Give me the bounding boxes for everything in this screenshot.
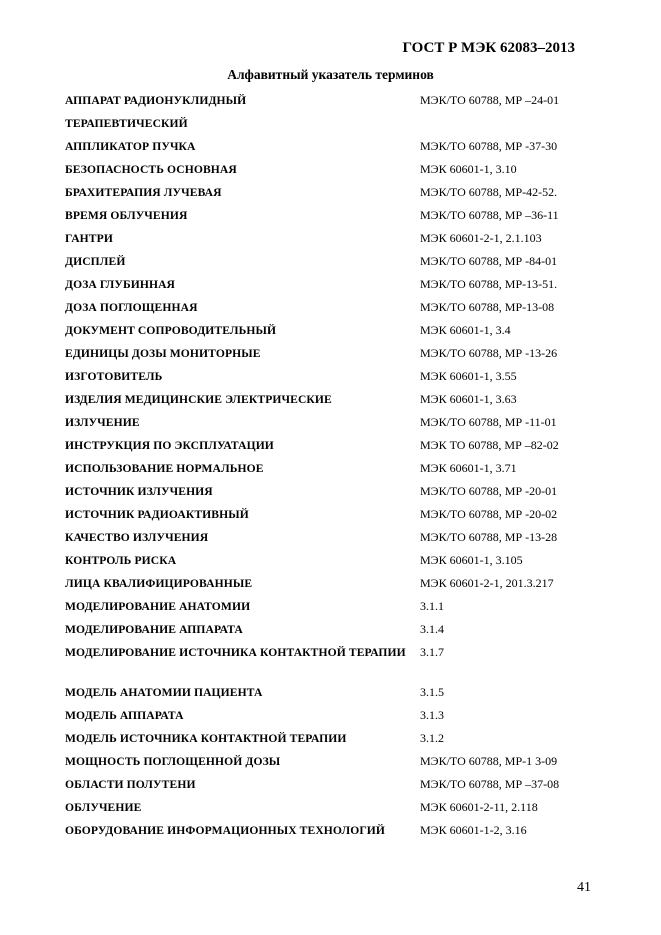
- index-row: [65, 182, 605, 205]
- index-reference: МЭК 60601-2-11, 2.118: [420, 800, 538, 814]
- index-term: ОБЛУЧЕНИЕ: [65, 801, 142, 814]
- index-row: [65, 389, 605, 412]
- index-row: [65, 504, 605, 527]
- index-term: АППЛИКАТОР ПУЧКА: [65, 140, 196, 153]
- index-reference: МЭК/ТО 60788, МР -20-01: [420, 484, 558, 498]
- index-term: ВРЕМЯ ОБЛУЧЕНИЯ: [65, 209, 188, 222]
- index-row: [65, 136, 605, 159]
- index-term: БЕЗОПАСНОСТЬ ОСНОВНАЯ: [65, 163, 237, 176]
- index-reference: МЭК/ТО 60788, МР-42-52.: [420, 185, 558, 199]
- index-row: [65, 228, 605, 251]
- index-reference: 3.1.4: [420, 622, 444, 636]
- index-row: [65, 705, 605, 728]
- index-row: [65, 682, 605, 705]
- index-row: [65, 820, 605, 860]
- index-reference: 3.1.2: [420, 731, 444, 745]
- index-row: [65, 159, 605, 182]
- index-reference: МЭК 60601-1, 3.63: [420, 392, 517, 406]
- term-index-list: [65, 90, 605, 860]
- index-term: ТЕРАПЕВТИЧЕСКИЙ: [65, 117, 188, 130]
- index-term: ИЗГОТОВИТЕЛЬ: [65, 370, 163, 383]
- index-row: [65, 642, 605, 682]
- index-reference: МЭК 60601-2-1, 201.3.217: [420, 576, 554, 590]
- index-row: [65, 527, 605, 550]
- index-reference: МЭК/ТО 60788, МР –36-11: [420, 208, 559, 222]
- index-term: БРАХИТЕРАПИЯ ЛУЧЕВАЯ: [65, 186, 222, 199]
- index-row: [65, 205, 605, 228]
- index-reference: 3.1.7: [420, 645, 444, 659]
- index-reference: МЭК/ТО 60788, МР -13-26: [420, 346, 558, 360]
- index-term: ИЗЛУЧЕНИЕ: [65, 416, 140, 429]
- index-reference: МЭК/ТО 60788, МР –24-01: [420, 93, 560, 107]
- index-term: ДОЗА ПОГЛОЩЕННАЯ: [65, 301, 198, 314]
- index-term: МОДЕЛЬ АНАТОМИИ ПАЦИЕНТА: [65, 686, 263, 699]
- index-reference: МЭК/ТО 60788, МР -20-02: [420, 507, 558, 521]
- index-row: [65, 550, 605, 573]
- index-row: [65, 573, 605, 596]
- index-reference: МЭК/ТО 60788, МР -84-01: [420, 254, 558, 268]
- index-row: [65, 751, 605, 774]
- index-reference: [420, 113, 600, 115]
- index-row: [65, 619, 605, 642]
- index-term: ИСТОЧНИК РАДИОАКТИВНЫЙ: [65, 508, 249, 521]
- index-term: МОДЕЛИРОВАНИЕ АНАТОМИИ: [65, 600, 251, 613]
- index-row: [65, 728, 605, 751]
- index-reference: МЭК/ТО 60788, МР-1 3-09: [420, 754, 558, 768]
- index-term: МОДЕЛЬ АППАРАТА: [65, 709, 184, 722]
- index-term: МОДЕЛИРОВАНИЕ ИСТОЧНИКА КОНТАКТНОЙ ТЕРАПИИ: [65, 646, 406, 659]
- index-reference: МЭК/ТО 60788, МР -37-30: [420, 139, 558, 153]
- index-row: [65, 320, 605, 343]
- index-term: ЛИЦА КВАЛИФИЦИРОВАННЫЕ: [65, 577, 253, 590]
- index-term: ОБОРУДОВАНИЕ ИНФОРМАЦИОННЫХ ТЕХНОЛОГИЙ: [65, 824, 386, 837]
- index-term: МОЩНОСТЬ ПОГЛОЩЕННОЙ ДОЗЫ: [65, 755, 281, 768]
- index-row: [65, 797, 605, 820]
- index-reference: 3.1.5: [420, 685, 444, 699]
- index-term: ИЗДЕЛИЯ МЕДИЦИНСКИЕ ЭЛЕКТРИЧЕСКИЕ: [65, 393, 332, 406]
- index-term: МОДЕЛИРОВАНИЕ АППАРАТА: [65, 623, 243, 636]
- index-reference: 3.1.3: [420, 708, 444, 722]
- index-row: [65, 366, 605, 389]
- index-term: МОДЕЛЬ ИСТОЧНИКА КОНТАКТНОЙ ТЕРАПИИ: [65, 732, 347, 745]
- index-row: [65, 113, 605, 136]
- index-row: [65, 343, 605, 366]
- index-term: ДОЗА ГЛУБИННАЯ: [65, 278, 176, 291]
- index-reference: МЭК/ТО 60788, МР-13-51.: [420, 277, 558, 291]
- index-reference: МЭК ТО 60788, МР –82-02: [420, 438, 559, 452]
- index-row: [65, 596, 605, 619]
- index-term: ГАНТРИ: [65, 232, 113, 245]
- index-reference: МЭК 60601-1, 3.4: [420, 323, 511, 337]
- index-term: КАЧЕСТВО ИЗЛУЧЕНИЯ: [65, 531, 209, 544]
- index-reference: МЭК 60601-1, 3.71: [420, 461, 517, 475]
- index-reference: 3.1.1: [420, 599, 444, 613]
- index-term: ИСТОЧНИК ИЗЛУЧЕНИЯ: [65, 485, 213, 498]
- index-row: [65, 297, 605, 320]
- index-reference: МЭК/ТО 60788, МР-13-08: [420, 300, 555, 314]
- index-title: Алфавитный указатель терминов: [227, 67, 434, 82]
- index-reference: МЭК/ТО 60788, МР –37-08: [420, 777, 560, 791]
- index-reference: МЭК 60601-1, 3.105: [420, 553, 523, 567]
- index-row: [65, 458, 605, 481]
- index-term: ЕДИНИЦЫ ДОЗЫ МОНИТОРНЫЕ: [65, 347, 261, 360]
- page-number: 41: [577, 880, 591, 895]
- index-term: ДОКУМЕНТ СОПРОВОДИТЕЛЬНЫЙ: [65, 324, 277, 337]
- index-term: ИСПОЛЬЗОВАНИЕ НОРМАЛЬНОЕ: [65, 462, 264, 475]
- index-term: ИНСТРУКЦИЯ ПО ЭКСПЛУАТАЦИИ: [65, 439, 274, 452]
- index-row: [65, 435, 605, 458]
- index-term: ДИСПЛЕЙ: [65, 255, 126, 268]
- index-reference: МЭК 60601-1-2, 3.16: [420, 823, 527, 837]
- index-reference: МЭК 60601-1, 3.55: [420, 369, 517, 383]
- index-term: АППАРАТ РАДИОНУКЛИДНЫЙ: [65, 94, 247, 107]
- index-term: ОБЛАСТИ ПОЛУТЕНИ: [65, 778, 196, 791]
- index-row: [65, 90, 605, 113]
- index-term: КОНТРОЛЬ РИСКА: [65, 554, 177, 567]
- index-reference: МЭК/ТО 60788, МР -11-01: [420, 415, 557, 429]
- index-row: [65, 481, 605, 504]
- index-reference: МЭК/ТО 60788, МР -13-28: [420, 530, 558, 544]
- index-row: [65, 251, 605, 274]
- index-row: [65, 412, 605, 435]
- index-row: [65, 774, 605, 797]
- index-row: [65, 274, 605, 297]
- index-reference: МЭК 60601-2-1, 2.1.103: [420, 231, 542, 245]
- index-reference: МЭК 60601-1, 3.10: [420, 162, 517, 176]
- document-code: ГОСТ Р МЭК 62083–2013: [402, 40, 575, 56]
